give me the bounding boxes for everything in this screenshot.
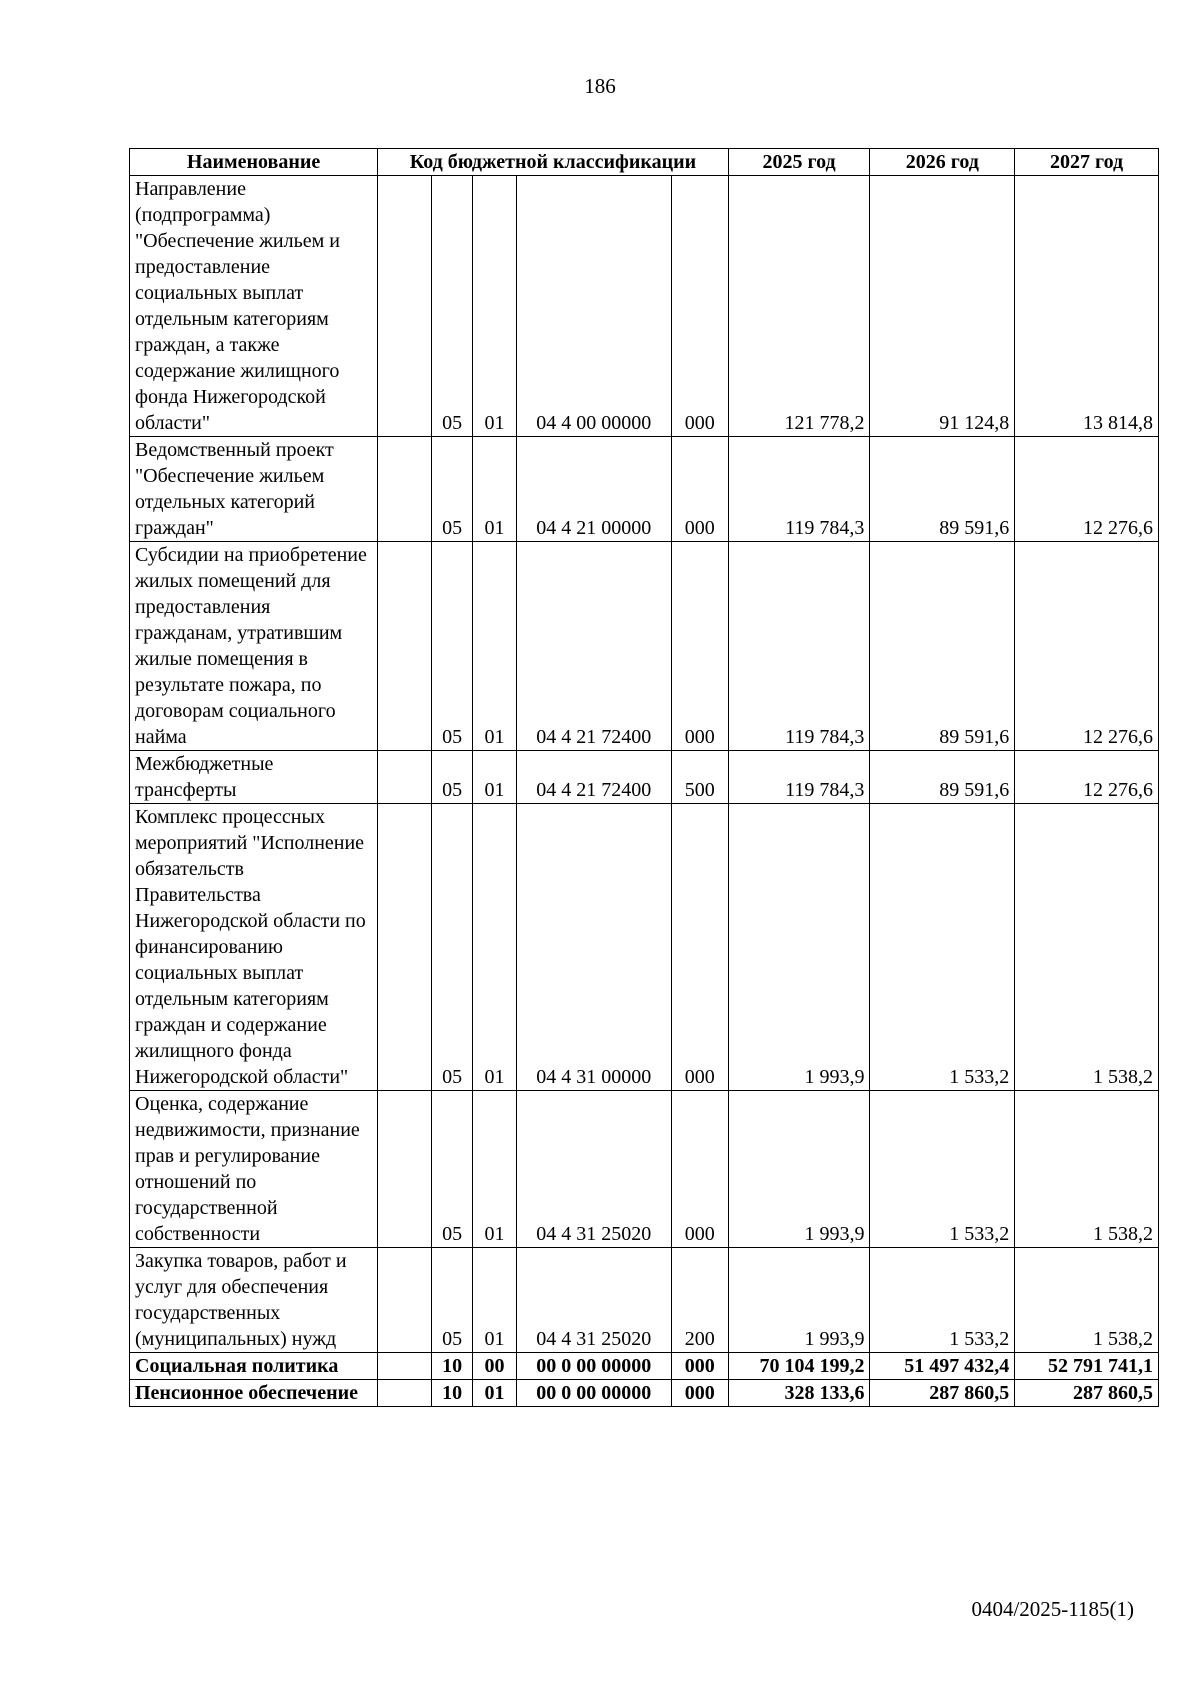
value-2027: 12 276,6 [1015,437,1159,542]
header-code: Код бюджетной классификации [378,149,729,176]
value-2026: 51 497 432,4 [870,1353,1015,1380]
code-section: 05 [431,1248,472,1353]
row-name: Ведомственный проект "Обеспечение жильем отдельных категорий граждан" [130,437,378,542]
value-2027: 1 538,2 [1015,1091,1159,1248]
header-2026: 2026 год [870,149,1015,176]
code-section: 10 [431,1353,472,1380]
value-2026: 1 533,2 [870,1091,1015,1248]
code-subsection: 01 [473,751,516,804]
budget-table [129,148,1159,1407]
table-row [130,542,1159,751]
code-ministry [378,1091,432,1248]
header-row [130,149,1159,176]
code-subsection: 01 [473,1091,516,1248]
value-2025: 119 784,3 [728,751,870,804]
code-target: 04 4 21 00000 [516,437,671,542]
code-ministry [378,542,432,751]
row-name: Социальная политика [130,1353,378,1380]
code-expense-type: 000 [671,542,728,751]
code-ministry [378,1248,432,1353]
code-expense-type: 000 [671,1380,728,1407]
code-expense-type: 000 [671,1353,728,1380]
value-2026: 1 533,2 [870,804,1015,1091]
row-name: Закупка товаров, работ и услуг для обеспечения государственных (муниципальных) нужд [130,1248,378,1353]
code-target: 04 4 21 72400 [516,542,671,751]
page-number: 186 [584,74,616,98]
code-subsection: 01 [473,1380,516,1407]
code-ministry [378,1380,432,1407]
code-subsection: 01 [473,176,516,437]
code-ministry [378,804,432,1091]
value-2026: 89 591,6 [870,437,1015,542]
code-expense-type: 500 [671,751,728,804]
code-subsection: 01 [473,1248,516,1353]
value-2025: 119 784,3 [728,542,870,751]
header-2027: 2027 год [1015,149,1159,176]
code-section: 10 [431,1380,472,1407]
code-ministry [378,176,432,437]
value-2027: 13 814,8 [1015,176,1159,437]
value-2025: 121 778,2 [728,176,870,437]
value-2025: 328 133,6 [728,1380,870,1407]
code-section: 05 [431,804,472,1091]
code-target: 04 4 31 00000 [516,804,671,1091]
value-2026: 287 860,5 [870,1380,1015,1407]
code-target: 00 0 00 00000 [516,1380,671,1407]
row-name: Пенсионное обеспечение [130,1380,378,1407]
table-row [130,804,1159,1091]
row-name: Межбюджетные трансферты [130,751,378,804]
table-row [130,1380,1159,1407]
code-section: 05 [431,437,472,542]
value-2025: 70 104 199,2 [728,1353,870,1380]
value-2027: 1 538,2 [1015,1248,1159,1353]
value-2027: 52 791 741,1 [1015,1353,1159,1380]
code-section: 05 [431,1091,472,1248]
value-2026: 89 591,6 [870,542,1015,751]
row-name: Субсидии на приобретение жилых помещений для предоставления гражданам, утратившим жилые помещения в результате пожара, по договорам социального найма [130,542,378,751]
code-subsection: 01 [473,804,516,1091]
value-2026: 91 124,8 [870,176,1015,437]
value-2027: 12 276,6 [1015,751,1159,804]
code-ministry [378,437,432,542]
code-expense-type: 000 [671,1091,728,1248]
code-target: 04 4 31 25020 [516,1248,671,1353]
value-2025: 1 993,9 [728,1091,870,1248]
value-2027: 12 276,6 [1015,542,1159,751]
row-name: Комплекс процессных мероприятий "Исполнение обязательств Правительства Нижегородской области по финансированию социальных выплат отдельным категориям граждан и содержание жилищного фонда Нижегородской области" [130,804,378,1091]
code-ministry [378,1353,432,1380]
code-target: 04 4 21 72400 [516,751,671,804]
code-target: 00 0 00 00000 [516,1353,671,1380]
code-subsection: 00 [473,1353,516,1380]
value-2026: 1 533,2 [870,1248,1015,1353]
header-2025: 2025 год [728,149,870,176]
value-2026: 89 591,6 [870,751,1015,804]
table-row [130,1353,1159,1380]
value-2027: 1 538,2 [1015,804,1159,1091]
table-row [130,1248,1159,1353]
value-2027: 287 860,5 [1015,1380,1159,1407]
code-expense-type: 000 [671,176,728,437]
code-expense-type: 000 [671,437,728,542]
table-row [130,751,1159,804]
value-2025: 1 993,9 [728,804,870,1091]
code-section: 05 [431,542,472,751]
table-row [130,176,1159,437]
table-row [130,1091,1159,1248]
document-code: 0404/2025-1185(1) [971,1597,1134,1621]
code-subsection: 01 [473,437,516,542]
code-target: 04 4 31 25020 [516,1091,671,1248]
row-name: Направление (подпрограмма) "Обеспечение жильем и предоставление социальных выплат отдельным категориям граждан, а также содержание жилищного фонда Нижегородской области" [130,176,378,437]
table-row [130,437,1159,542]
code-ministry [378,751,432,804]
row-name: Оценка, содержание недвижимости, признание прав и регулирование отношений по государственной собственности [130,1091,378,1248]
code-target: 04 4 00 00000 [516,176,671,437]
code-subsection: 01 [473,542,516,751]
header-name: Наименование [130,149,378,176]
value-2025: 119 784,3 [728,437,870,542]
value-2025: 1 993,9 [728,1248,870,1353]
code-expense-type: 200 [671,1248,728,1353]
code-section: 05 [431,176,472,437]
code-expense-type: 000 [671,804,728,1091]
code-section: 05 [431,751,472,804]
